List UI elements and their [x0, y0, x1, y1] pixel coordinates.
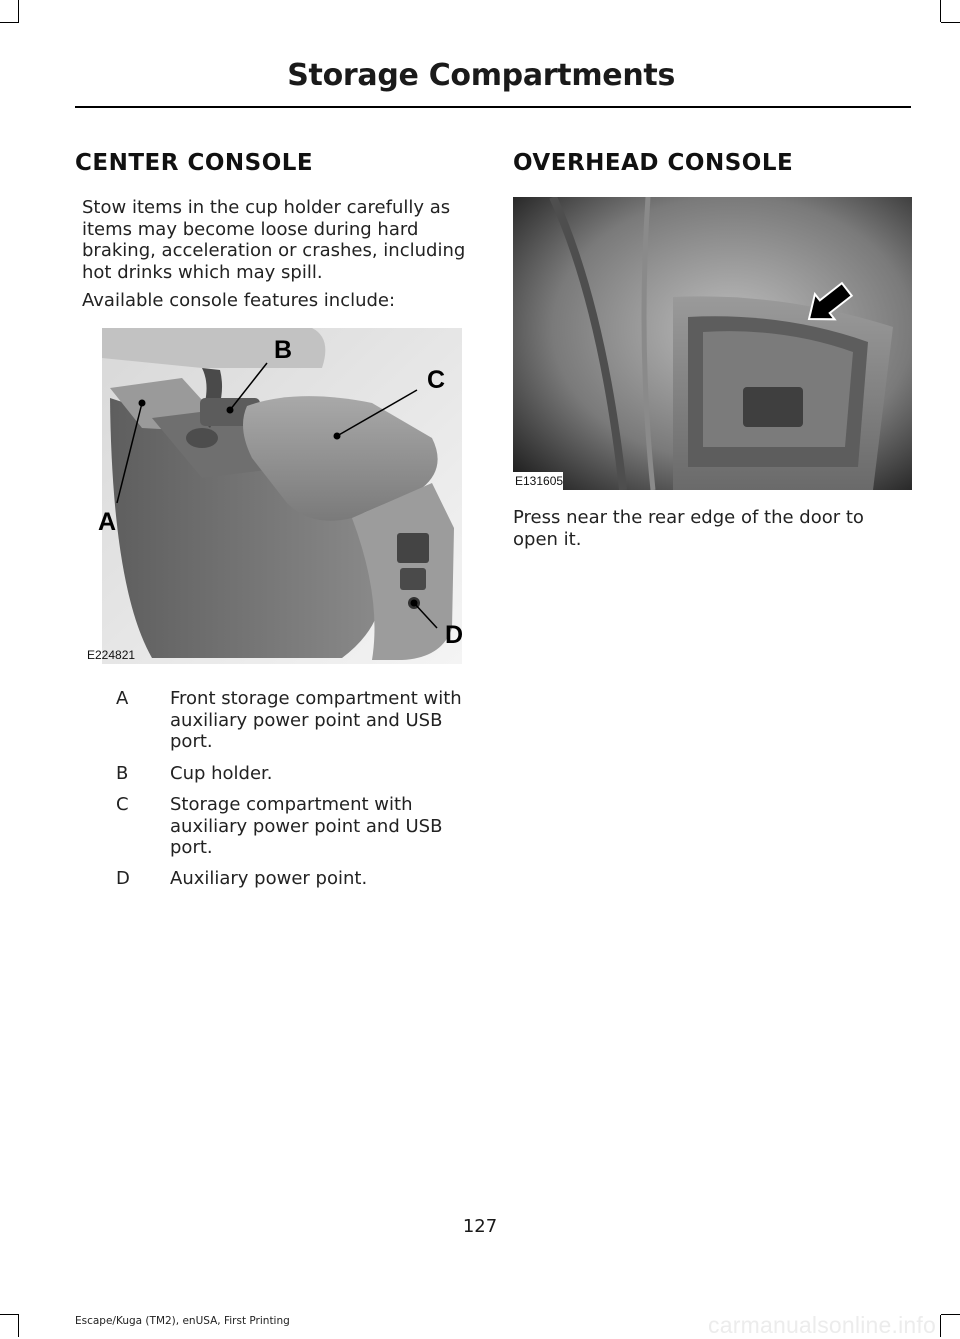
callout-b: B — [274, 336, 293, 364]
crop-mark — [18, 1315, 19, 1337]
crop-mark — [0, 1314, 19, 1315]
overhead-console-heading: OVERHEAD CONSOLE — [513, 150, 794, 176]
console-illustration — [82, 328, 472, 664]
legend-description: Auxiliary power point. — [170, 868, 368, 889]
legend-description: Front storage compartment with auxiliary power point and USB port. — [170, 688, 462, 752]
center-console-paragraph: Stow items in the cup holder carefully as items may become loose during hard braking, acceleration or crashes, including hot drinks which may spill. — [82, 197, 466, 283]
overhead-console-paragraph: Press near the rear edge of the door to open it. — [513, 507, 864, 550]
center-console-heading: CENTER CONSOLE — [75, 150, 314, 176]
callout-c: C — [427, 366, 446, 394]
header-rule — [75, 106, 911, 108]
overhead-console-photo — [513, 197, 912, 490]
legend-key: A — [116, 688, 129, 709]
overhead-console-figure — [513, 197, 912, 490]
center-console-figure — [82, 328, 472, 664]
crop-mark — [940, 1315, 941, 1337]
figure-code: E131605 — [515, 474, 564, 488]
callout-a: A — [98, 508, 117, 536]
crop-mark — [941, 22, 960, 23]
crop-mark — [0, 22, 19, 23]
callout-d: D — [445, 621, 464, 649]
crop-mark — [941, 1314, 960, 1315]
figure-code: E224821 — [87, 648, 136, 662]
legend-description: Cup holder. — [170, 763, 273, 784]
features-intro: Available console features include: — [82, 290, 396, 311]
page-number: 127 — [462, 1216, 498, 1237]
footer-text: Escape/Kuga (TM2), enUSA, First Printing — [75, 1315, 290, 1327]
legend-key: C — [116, 794, 129, 815]
legend-description: Storage compartment with auxiliary power point and USB port. — [170, 794, 443, 858]
legend-key: D — [116, 868, 130, 889]
crop-mark — [940, 0, 941, 22]
legend-key: B — [116, 763, 129, 784]
watermark: carmanualsonline.info — [708, 1312, 936, 1338]
crop-mark — [18, 0, 19, 22]
page-header-title: Storage Compartments — [287, 58, 675, 93]
